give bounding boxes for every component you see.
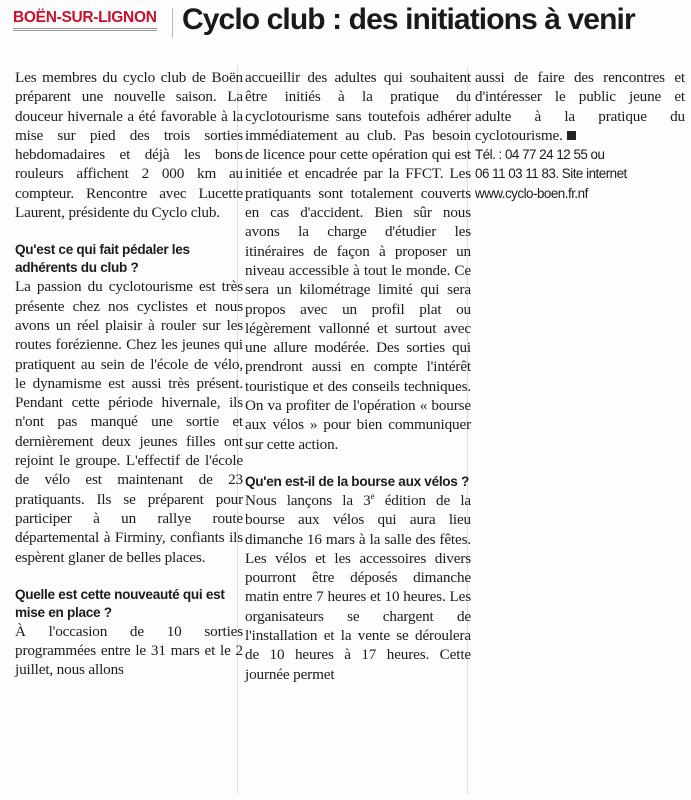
interview-question: Quelle est cette nouveauté qui est mise en place ? xyxy=(15,586,225,620)
phone-line: 06 11 03 11 83. Site internet xyxy=(475,166,627,182)
website: www.cyclo-boen.fr.nf xyxy=(475,185,588,201)
article-header xyxy=(0,0,691,46)
article-headline: Cyclo club : des initiations à venir xyxy=(182,3,635,36)
end-mark-icon xyxy=(567,131,576,140)
article-column-3 xyxy=(475,68,685,203)
phone-line: Tél. : 04 77 24 12 55 ou xyxy=(475,147,605,163)
answer-text: Nous lançons la 3 xyxy=(245,491,371,509)
interview-question: Qu'est ce qui fait pédaler les adhérents du club ? xyxy=(15,242,190,276)
interview-answer xyxy=(475,68,685,145)
article-column-1 xyxy=(15,68,243,680)
answer-text: édition de la bourse aux vélos qui aura lieu dimanche 16 mars à la salle des fêtes. Les vélos et les accessoires divers pourront être déposés dimanche matin entre 7 heures et 10 heures. Les organisateurs se chargent de l'installation et la vente se déroulera de 10 heures à 17 heures. Cette journée permet xyxy=(245,491,471,683)
interview-answer: À l'occasion de 10 sorties programmées entre le 31 mars et le 2 juillet, nous allons xyxy=(15,622,243,679)
intro-paragraph: Les membres du cyclo club de Boën préparent une nouvelle saison. La douceur hivernale a été favorable à la mise sur pied des trois sorties hebdomadaires et déjà les bons rouleurs affichent 2 000 km au compteur. Rencontre avec Lucette Laurent, présidente du Cyclo club. xyxy=(15,69,243,222)
interview-answer: accueillir des adultes qui souhaitent être initiés à la pratique du cyclotourisme sans toutefois adhérer immédiatement au club. Pas besoin de licence pour cette opération qui est initiée et encadrée par la FFCT. Les pratiquants sont totalement couverts en cas d'accident. Bien sûr nous avons la charge d'étudier les itinéraires de façon à proposer un niveau accessible à tout le monde. Ce sera un kilométrage limité qui sera propos avec un profil plat ou légèrement vallonné et surtout avec une allure modérée. Des sorties qui prendront aussi en compte l'intérêt touristique et des conseils techniques. On va profiter de l'opération « bourse aux vélos » pour bien communiquer sur cette action. xyxy=(245,69,471,453)
answer-text: aussi de faire des rencontres et d'intéresser le public jeune et adulte à la pratique du cyclotourisme. xyxy=(475,69,685,144)
header-divider xyxy=(172,8,173,38)
interview-answer xyxy=(245,491,471,684)
interview-question: Qu'en est-il de la bourse aux vélos ? xyxy=(245,473,470,489)
interview-answer: La passion du cyclotourisme est très présente chez nos cyclistes et nous avons un réel plaisir à rouler sur les routes forézienne. Chez les jeunes qui pratiquent au sein de l'école de vélo, le dynamisme est aussi très présent. Pendant cette période hivernale, ils n'ont pas manqué une sortie et dernièrement deux jeunes filles ont rejoint le groupe. L'effectif de l'école de vélo est maintenant de 23 pratiquants. Ils se préparent pour participer à un rallye route départemental à Firminy, confiants ils espèrent glaner de belles places. xyxy=(15,278,243,566)
article-column-2 xyxy=(245,68,471,684)
location-kicker: BOËN-SUR-LIGNON xyxy=(13,9,157,31)
contact-info xyxy=(475,145,685,203)
ordinal-suffix: e xyxy=(370,490,375,501)
